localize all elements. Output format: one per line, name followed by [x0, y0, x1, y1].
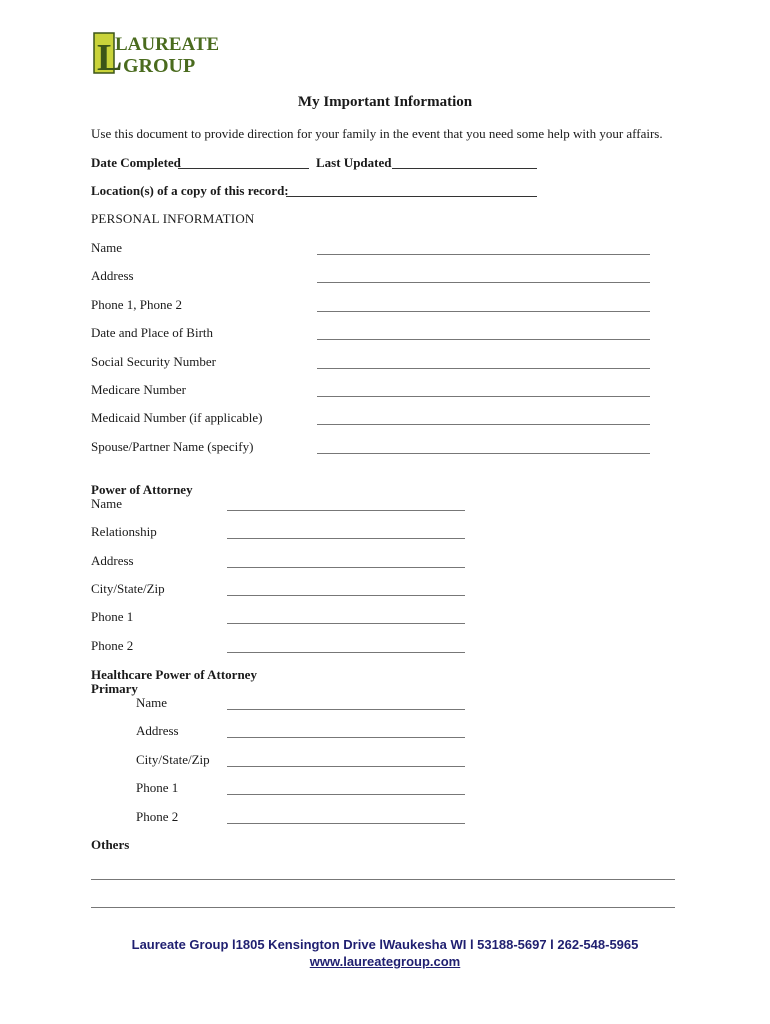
svg-text:L: L [97, 37, 123, 76]
poa-field-label: Relationship [91, 524, 157, 539]
svg-text:GROUP: GROUP [123, 55, 196, 76]
locations-field[interactable] [286, 196, 537, 197]
personal-field-label: Phone 1, Phone 2 [91, 297, 182, 312]
last-updated-label: Last Updated [316, 155, 392, 170]
laureate-group-logo [93, 30, 218, 76]
personal-field-label: Medicaid Number (if applicable) [91, 410, 263, 425]
page-title: My Important Information [297, 94, 473, 110]
footer-address: Laureate Group l1805 Kensington Drive lWaukesha WI l 53188-5697 l 262-548-5965 [131, 937, 639, 952]
others-heading: Others [91, 837, 130, 852]
personal-field-label: Spouse/Partner Name (specify) [91, 439, 254, 454]
personal-spouse-field[interactable] [317, 453, 650, 454]
personal-ssn-field[interactable] [317, 368, 650, 369]
hpoa-field-label: Name [136, 695, 168, 710]
locations-label: Location(s) of a copy of this record: [91, 183, 289, 198]
last-updated-field[interactable] [392, 168, 537, 169]
personal-name-field[interactable] [317, 254, 650, 255]
hpoa-field-label: Phone 2 [136, 809, 179, 824]
personal-phone-field[interactable] [317, 311, 650, 312]
hpoa-phone1-field[interactable] [227, 794, 465, 795]
hpoa-primary-heading: Primary [91, 681, 138, 696]
hpoa-name-field[interactable] [227, 709, 465, 710]
others-line-2[interactable] [91, 907, 675, 908]
intro-text: Use this document to provide direction for your family in the event that you need some help with your affairs. [91, 126, 663, 141]
hpoa-heading: Healthcare Power of Attorney [91, 667, 257, 682]
footer-website-link[interactable]: www.laureategroup.com [309, 954, 461, 969]
personal-medicare-field[interactable] [317, 396, 650, 397]
poa-field-label: Phone 1 [91, 609, 134, 624]
poa-name-field[interactable] [227, 510, 465, 511]
personal-address-field[interactable] [317, 282, 650, 283]
poa-phone1-field[interactable] [227, 623, 465, 624]
poa-heading: Power of Attorney [91, 482, 193, 497]
personal-birth-field[interactable] [317, 339, 650, 340]
personal-medicaid-field[interactable] [317, 424, 650, 425]
personal-info-heading: PERSONAL INFORMATION [91, 211, 255, 226]
personal-field-label: Medicare Number [91, 382, 186, 397]
poa-field-label: Phone 2 [91, 638, 134, 653]
poa-city-field[interactable] [227, 595, 465, 596]
svg-text:LAUREATE: LAUREATE [115, 34, 218, 55]
poa-field-label: City/State/Zip [91, 581, 165, 596]
personal-field-label: Address [91, 268, 134, 283]
poa-relationship-field[interactable] [227, 538, 465, 539]
date-completed-field[interactable] [178, 168, 309, 169]
hpoa-field-label: Address [136, 723, 179, 738]
hpoa-city-field[interactable] [227, 766, 465, 767]
date-completed-label: Date Completed [91, 155, 181, 170]
hpoa-field-label: City/State/Zip [136, 752, 210, 767]
poa-field-label: Address [91, 553, 134, 568]
poa-field-label: Name [91, 496, 123, 511]
poa-address-field[interactable] [227, 567, 465, 568]
others-line-1[interactable] [91, 879, 675, 880]
personal-field-label: Date and Place of Birth [91, 325, 214, 340]
poa-phone2-field[interactable] [227, 652, 465, 653]
hpoa-phone2-field[interactable] [227, 823, 465, 824]
personal-field-label: Social Security Number [91, 354, 216, 369]
personal-field-label: Name [91, 240, 123, 255]
hpoa-address-field[interactable] [227, 737, 465, 738]
hpoa-field-label: Phone 1 [136, 780, 179, 795]
